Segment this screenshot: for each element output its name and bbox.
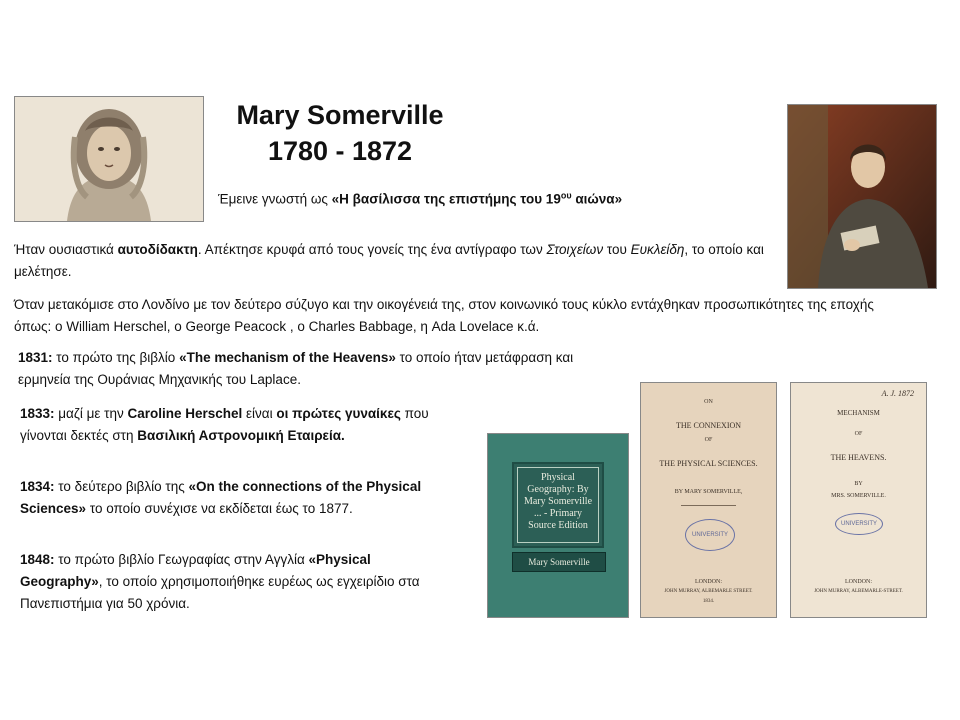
book3-place: LONDON:: [845, 579, 872, 585]
paragraph-self-taught: [14, 239, 774, 283]
t1834-text-c: το οποίο συνέχισε να εκδίδεται έως το 1877.: [86, 501, 353, 516]
paragraph-london: Όταν μετακόμισε στο Λονδίνο με τον δεύτερο σύζυγο και την οικογένειά της, στον κοινωνικό τους κύκλο εντάχθηκαν προσωπικότητες της εποχής όπως: ο William Herschel, ο George Peacock , ο Charles Babbage, η Ada Lovelace κ.ά.: [14, 297, 874, 334]
p3-text-c: το οποίο ήταν μετάφραση και ερμηνεία της Ουράνιας Μηχανικής του Laplace.: [18, 350, 574, 387]
book-titlepage-mechanism: [790, 382, 927, 618]
slide-title: [180, 97, 500, 169]
book-titlepage-connexion: [640, 382, 777, 618]
book2-library-stamp: UNIVERSITY: [685, 519, 735, 551]
portrait-painting-illustration: [788, 105, 936, 288]
title-years: 1780 - 1872: [267, 136, 413, 166]
book2-of: OF: [704, 437, 713, 443]
portrait-painting-image: [787, 104, 937, 289]
book2-on: ON: [704, 399, 713, 405]
subtitle-suffix: αιώνα»: [571, 191, 623, 207]
paragraph-1834: [20, 476, 440, 520]
t1833-caroline: Caroline Herschel: [127, 406, 243, 421]
book2-rule: [681, 505, 736, 506]
book3-author: MRS. SOMERVILLE.: [831, 493, 886, 499]
t1833-year: 1833:: [20, 406, 55, 421]
t1834-book-title: «On the connections of the Physical Sciences»: [20, 479, 422, 516]
t1833-text-a: μαζί με την: [54, 406, 128, 421]
p3-text-a: το πρώτο της βιβλίο: [52, 350, 180, 365]
p1-text-e: του: [603, 242, 631, 257]
book3-signature: A. J. 1872: [881, 389, 914, 398]
p1-text-c: . Απέκτησε κρυφά από τους γονείς της ένα αντίγραφο των: [197, 242, 547, 257]
book2-title: THE PHYSICAL SCIENCES.: [659, 459, 758, 468]
paragraph-1848: [20, 549, 440, 615]
book-cover-physical-geography: [487, 433, 629, 618]
t1833-society: Βασιλική Αστρονομική Εταιρεία.: [137, 428, 345, 443]
book1-author-plate: Mary Somerville: [512, 552, 606, 572]
title-name: Mary Somerville: [236, 100, 444, 130]
p1-text-g: , το οποίο και μελέτησε.: [14, 242, 764, 279]
subtitle-highlight: «Η βασίλισσα της επιστήμης του 19: [331, 191, 561, 207]
p3-book-title: «The mechanism of the Heavens»: [179, 350, 396, 365]
book3-publisher: JOHN MURRAY, ALBEMARLE-STREET.: [814, 589, 903, 594]
book2-place: LONDON:: [695, 579, 722, 585]
book2-by: BY MARY SOMERVILLE,: [674, 489, 743, 495]
p1-euclid: Ευκλείδη: [630, 242, 685, 257]
t1834-text-a: το δεύτερο βιβλίο της: [54, 479, 189, 494]
book3-library-stamp: UNIVERSITY: [835, 513, 883, 535]
book1-title-plate: [512, 462, 604, 548]
book1-plate-text: Physical Geography: By Mary Somerville ... - Primary Source Edition: [523, 472, 593, 531]
subtitle-sup: ου: [560, 190, 572, 200]
book3-title: THE HEAVENS.: [830, 453, 887, 462]
book2-year: 1834.: [702, 599, 715, 604]
p1-text-a: Ήταν ουσιαστικά: [14, 242, 118, 257]
subtitle-line: [218, 190, 622, 207]
t1848-year: 1848:: [20, 552, 55, 567]
t1848-book-title: «Physical Geography»: [20, 552, 371, 589]
t1834-year: 1834:: [20, 479, 55, 494]
paragraph-1833: [20, 403, 440, 447]
portrait-engraving-image: [14, 96, 204, 222]
t1833-text-c: είναι: [242, 406, 277, 421]
book3-by: BY: [854, 481, 863, 487]
subtitle-prefix: Έμεινε γνωστή ως: [218, 191, 332, 207]
p3-year: 1831:: [18, 350, 53, 365]
p1-elements: Στοιχείων: [546, 242, 604, 257]
book2-the-connexion: THE CONNEXION: [675, 421, 742, 430]
portrait-engraving-illustration: [15, 97, 203, 221]
book3-mechanism: MECHANISM: [837, 409, 880, 417]
t1833-text-e: που γίνονται δεκτές στη: [20, 406, 429, 443]
paragraph-1831: [18, 347, 618, 391]
t1848-text-a: το πρώτο βιβλίο Γεωγραφίας στην Αγγλία: [54, 552, 309, 567]
p1-self-taught: αυτοδίδακτη: [117, 242, 198, 257]
t1833-first-women: οι πρώτες γυναίκες: [276, 406, 401, 421]
book3-of: OF: [854, 431, 863, 437]
book2-publisher: JOHN MURRAY, ALBEMARLE STREET.: [664, 589, 753, 594]
t1848-text-c: , το οποίο χρησιμοποιήθηκε ευρέως ως εγχειρίδιο στα Πανεπιστήμια για 50 χρόνια.: [20, 574, 420, 611]
